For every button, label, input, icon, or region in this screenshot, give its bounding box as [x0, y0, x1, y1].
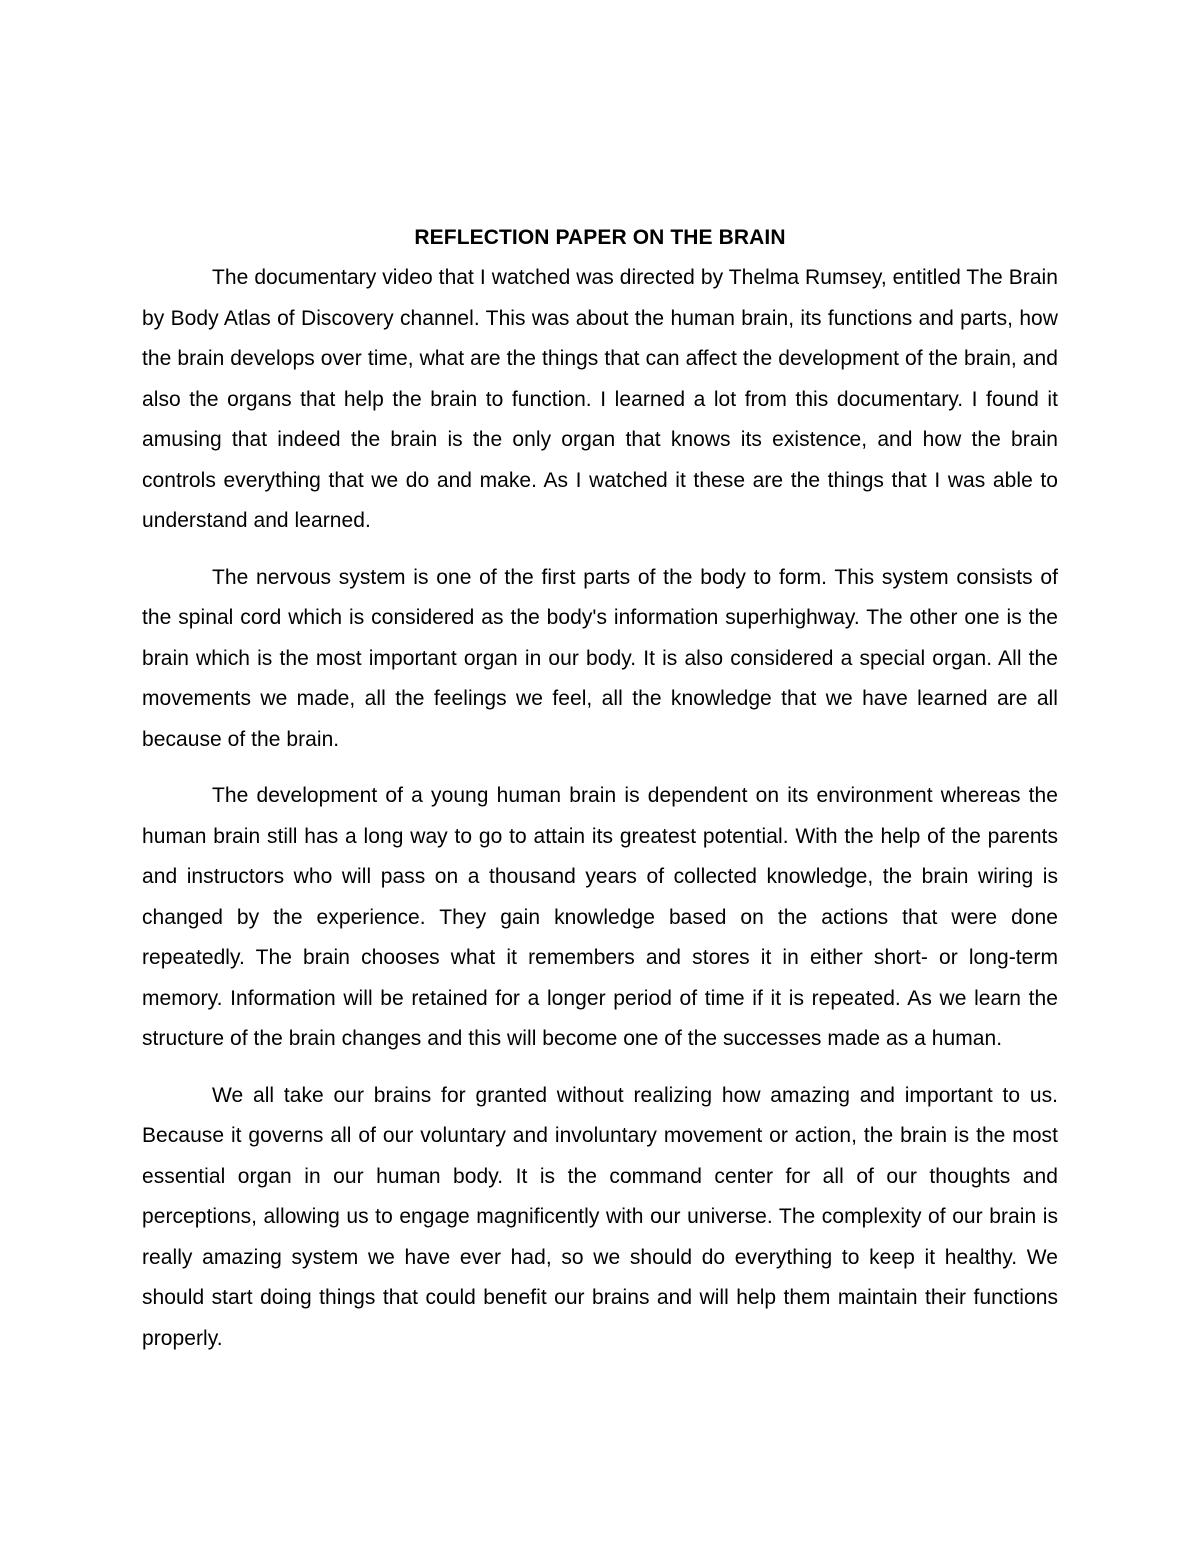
document-body	[142, 218, 1058, 1375]
document-title: REFLECTION PAPER ON THE BRAIN	[414, 226, 786, 249]
paragraph-1: The documentary video that I watched was directed by Thelma Rumsey, entitled The Brain by Body Atlas of Discovery channel. This was about the human brain, its functions and parts, how the brain develops over time, what are the things that can affect the development of the brain, and also the organs that help the brain to function. I learned a lot from this documentary. I found it amusing that indeed the brain is the only organ that knows its existence, and how the brain controls everything that we do and make. As I watched it these are the things that I was able to understand and learned.	[142, 266, 1058, 532]
paragraph-4: We all take our brains for granted without realizing how amazing and important to us. Because it governs all of our voluntary and involuntary movement or action, the brain is the most essential organ in our human body. It is the command center for all of our thoughts and perceptions, allowing us to engage magnificently with our universe. The complexity of our brain is really amazing system we have ever had, so we should do everything to keep it healthy. We should start doing things that could benefit our brains and will help them maintain their functions properly.	[142, 1083, 1058, 1350]
paragraph-2: The nervous system is one of the first parts of the body to form. This system consists of the spinal cord which is considered as the body's information superhighway. The other one is the brain which is the most important organ in our body. It is also considered a special organ. All the movements we made, all the feelings we feel, all the knowledge that we have learned are all because of the brain.	[142, 565, 1058, 751]
paragraph-3: The development of a young human brain is dependent on its environment whereas the human brain still has a long way to go to attain its greatest potential. With the help of the parents and instructors who will pass on a thousand years of collected knowledge, the brain wiring is changed by the experience. They gain knowledge based on the actions that were done repeatedly. The brain chooses what it remembers and stores it in either short- or long-term memory. Information will be retained for a longer period of time if it is repeated. As we learn the structure of the brain changes and this will become one of the successes made as a human.	[142, 784, 1058, 1050]
